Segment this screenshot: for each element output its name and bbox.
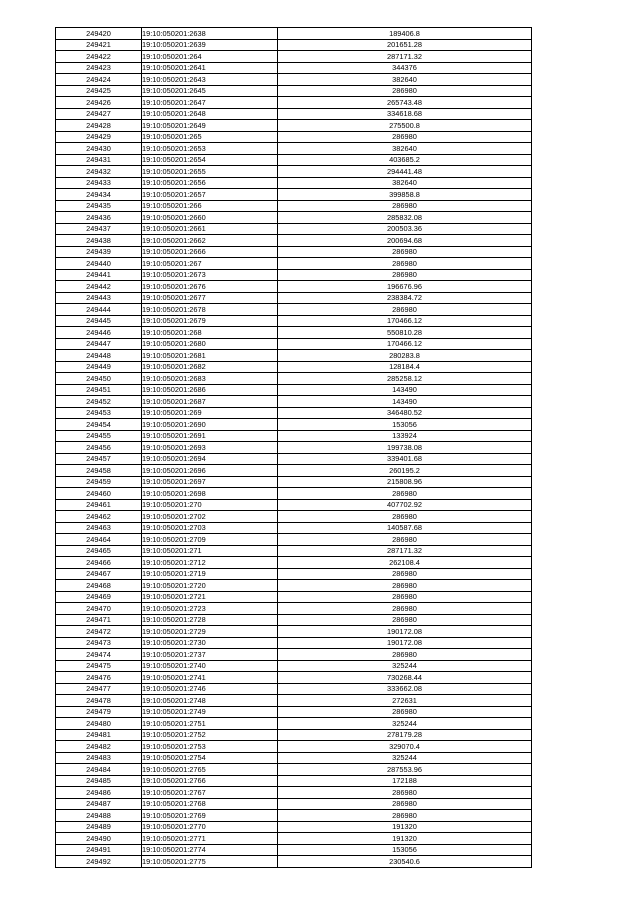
table-row [56, 350, 532, 362]
cadastral-number-cell: 19:10:050201:2737 [142, 649, 278, 661]
cadastral-number-cell: 19:10:050201:2703 [142, 522, 278, 534]
cadastral-number-cell: 19:10:050201:2767 [142, 787, 278, 799]
value-cell: 153056 [278, 844, 532, 856]
table-row [56, 28, 532, 40]
table-row [56, 281, 532, 293]
table-row [56, 131, 532, 143]
value-cell: 325244 [278, 752, 532, 764]
table-row [56, 718, 532, 730]
cadastral-number-cell: 19:10:050201:2721 [142, 591, 278, 603]
cadastral-number-cell: 19:10:050201:2678 [142, 304, 278, 316]
value-cell: 286980 [278, 591, 532, 603]
table-row [56, 695, 532, 707]
value-cell: 382640 [278, 74, 532, 86]
cadastral-number-cell: 19:10:050201:2653 [142, 143, 278, 155]
cadastral-number-cell: 19:10:050201:2766 [142, 775, 278, 787]
row-number-cell: 249433 [56, 177, 142, 189]
table-row [56, 108, 532, 120]
row-number-cell: 249445 [56, 315, 142, 327]
table-row [56, 534, 532, 546]
row-number-cell: 249461 [56, 499, 142, 511]
cadastral-number-cell: 19:10:050201:2686 [142, 384, 278, 396]
table-row [56, 200, 532, 212]
cadastral-number-cell: 19:10:050201:2698 [142, 488, 278, 500]
value-cell: 265743.48 [278, 97, 532, 109]
value-cell: 201651.28 [278, 39, 532, 51]
value-cell: 344376 [278, 62, 532, 74]
row-number-cell: 249465 [56, 545, 142, 557]
row-number-cell: 249441 [56, 269, 142, 281]
row-number-cell: 249487 [56, 798, 142, 810]
row-number-cell: 249435 [56, 200, 142, 212]
table-row [56, 591, 532, 603]
row-number-cell: 249422 [56, 51, 142, 63]
table-row [56, 39, 532, 51]
table-row [56, 775, 532, 787]
row-number-cell: 249442 [56, 281, 142, 293]
value-cell: 200694.68 [278, 235, 532, 247]
row-number-cell: 249423 [56, 62, 142, 74]
cadastral-number-cell: 19:10:050201:2741 [142, 672, 278, 684]
row-number-cell: 249477 [56, 683, 142, 695]
value-cell: 286980 [278, 304, 532, 316]
table-row [56, 844, 532, 856]
value-cell: 730268.44 [278, 672, 532, 684]
value-cell: 143490 [278, 384, 532, 396]
table-row [56, 120, 532, 132]
value-cell: 399858.8 [278, 189, 532, 201]
value-cell: 190172.08 [278, 626, 532, 638]
cadastral-number-cell: 19:10:050201:2696 [142, 465, 278, 477]
cadastral-number-cell: 19:10:050201:264 [142, 51, 278, 63]
row-number-cell: 249457 [56, 453, 142, 465]
value-cell: 286980 [278, 534, 532, 546]
table-row [56, 51, 532, 63]
table-row [56, 85, 532, 97]
value-cell: 172188 [278, 775, 532, 787]
row-number-cell: 249473 [56, 637, 142, 649]
value-cell: 286980 [278, 85, 532, 97]
table-row [56, 407, 532, 419]
cadastral-number-cell: 19:10:050201:2681 [142, 350, 278, 362]
row-number-cell: 249492 [56, 856, 142, 868]
row-number-cell: 249463 [56, 522, 142, 534]
table-row [56, 74, 532, 86]
row-number-cell: 249491 [56, 844, 142, 856]
value-cell: 286980 [278, 580, 532, 592]
cadastral-value-table [55, 27, 532, 868]
value-cell: 190172.08 [278, 637, 532, 649]
row-number-cell: 249475 [56, 660, 142, 672]
table-row [56, 430, 532, 442]
row-number-cell: 249486 [56, 787, 142, 799]
value-cell: 189406.8 [278, 28, 532, 40]
row-number-cell: 249459 [56, 476, 142, 488]
cadastral-number-cell: 19:10:050201:2683 [142, 373, 278, 385]
value-cell: 280283.8 [278, 350, 532, 362]
row-number-cell: 249431 [56, 154, 142, 166]
row-number-cell: 249428 [56, 120, 142, 132]
table-row [56, 476, 532, 488]
cadastral-number-cell: 19:10:050201:2662 [142, 235, 278, 247]
value-cell: 260195.2 [278, 465, 532, 477]
table-row [56, 442, 532, 454]
cadastral-number-cell: 19:10:050201:271 [142, 545, 278, 557]
cadastral-number-cell: 19:10:050201:2694 [142, 453, 278, 465]
value-cell: 286980 [278, 787, 532, 799]
value-cell: 278179.28 [278, 729, 532, 741]
table-row [56, 764, 532, 776]
value-cell: 382640 [278, 143, 532, 155]
row-number-cell: 249480 [56, 718, 142, 730]
table-row [56, 568, 532, 580]
row-number-cell: 249446 [56, 327, 142, 339]
cadastral-number-cell: 19:10:050201:2720 [142, 580, 278, 592]
cadastral-number-cell: 19:10:050201:2656 [142, 177, 278, 189]
cadastral-number-cell: 19:10:050201:2643 [142, 74, 278, 86]
row-number-cell: 249440 [56, 258, 142, 270]
value-cell: 286980 [278, 568, 532, 580]
value-cell: 200503.36 [278, 223, 532, 235]
value-cell: 140587.68 [278, 522, 532, 534]
value-cell: 286980 [278, 603, 532, 615]
row-number-cell: 249429 [56, 131, 142, 143]
table-row [56, 154, 532, 166]
table-row [56, 212, 532, 224]
table-row [56, 660, 532, 672]
table-row [56, 315, 532, 327]
value-cell: 199738.08 [278, 442, 532, 454]
table-row [56, 626, 532, 638]
value-cell: 329070.4 [278, 741, 532, 753]
value-cell: 170466.12 [278, 338, 532, 350]
row-number-cell: 249451 [56, 384, 142, 396]
table-row [56, 499, 532, 511]
row-number-cell: 249485 [56, 775, 142, 787]
table-row [56, 292, 532, 304]
table-row [56, 384, 532, 396]
cadastral-number-cell: 19:10:050201:265 [142, 131, 278, 143]
cadastral-number-cell: 19:10:050201:2770 [142, 821, 278, 833]
table-row [56, 453, 532, 465]
table-row [56, 361, 532, 373]
cadastral-number-cell: 19:10:050201:2771 [142, 833, 278, 845]
row-number-cell: 249479 [56, 706, 142, 718]
cadastral-number-cell: 19:10:050201:2775 [142, 856, 278, 868]
table-row [56, 810, 532, 822]
row-number-cell: 249437 [56, 223, 142, 235]
row-number-cell: 249471 [56, 614, 142, 626]
value-cell: 170466.12 [278, 315, 532, 327]
value-cell: 325244 [278, 718, 532, 730]
row-number-cell: 249436 [56, 212, 142, 224]
table-row [56, 706, 532, 718]
cadastral-number-cell: 19:10:050201:2660 [142, 212, 278, 224]
value-cell: 215808.96 [278, 476, 532, 488]
row-number-cell: 249426 [56, 97, 142, 109]
table-body [56, 28, 532, 868]
value-cell: 339401.68 [278, 453, 532, 465]
table-row [56, 637, 532, 649]
cadastral-number-cell: 19:10:050201:270 [142, 499, 278, 511]
row-number-cell: 249464 [56, 534, 142, 546]
cadastral-number-cell: 19:10:050201:2679 [142, 315, 278, 327]
cadastral-number-cell: 19:10:050201:2638 [142, 28, 278, 40]
table-row [56, 62, 532, 74]
table-row [56, 557, 532, 569]
cadastral-number-cell: 19:10:050201:269 [142, 407, 278, 419]
cadastral-number-cell: 19:10:050201:2648 [142, 108, 278, 120]
table-row [56, 741, 532, 753]
table-row [56, 614, 532, 626]
table-row [56, 488, 532, 500]
value-cell: 382640 [278, 177, 532, 189]
cadastral-number-cell: 19:10:050201:2691 [142, 430, 278, 442]
row-number-cell: 249420 [56, 28, 142, 40]
cadastral-number-cell: 19:10:050201:2709 [142, 534, 278, 546]
row-number-cell: 249443 [56, 292, 142, 304]
row-number-cell: 249466 [56, 557, 142, 569]
table-row [56, 269, 532, 281]
cadastral-number-cell: 19:10:050201:267 [142, 258, 278, 270]
value-cell: 286980 [278, 269, 532, 281]
row-number-cell: 249478 [56, 695, 142, 707]
table-row [56, 235, 532, 247]
row-number-cell: 249458 [56, 465, 142, 477]
value-cell: 286980 [278, 614, 532, 626]
cadastral-number-cell: 19:10:050201:2657 [142, 189, 278, 201]
value-cell: 287171.32 [278, 545, 532, 557]
cadastral-number-cell: 19:10:050201:2769 [142, 810, 278, 822]
table-row [56, 787, 532, 799]
cadastral-number-cell: 19:10:050201:2730 [142, 637, 278, 649]
row-number-cell: 249489 [56, 821, 142, 833]
cadastral-number-cell: 19:10:050201:2676 [142, 281, 278, 293]
row-number-cell: 249476 [56, 672, 142, 684]
cadastral-number-cell: 19:10:050201:266 [142, 200, 278, 212]
value-cell: 346480.52 [278, 407, 532, 419]
table-row [56, 189, 532, 201]
table-row [56, 396, 532, 408]
row-number-cell: 249472 [56, 626, 142, 638]
value-cell: 286980 [278, 200, 532, 212]
value-cell: 287171.32 [278, 51, 532, 63]
table-row [56, 223, 532, 235]
cadastral-number-cell: 19:10:050201:268 [142, 327, 278, 339]
table-row [56, 798, 532, 810]
row-number-cell: 249483 [56, 752, 142, 764]
table-row [56, 649, 532, 661]
row-number-cell: 249439 [56, 246, 142, 258]
value-cell: 286980 [278, 246, 532, 258]
table-row [56, 258, 532, 270]
cadastral-number-cell: 19:10:050201:2661 [142, 223, 278, 235]
table-row [56, 143, 532, 155]
row-number-cell: 249448 [56, 350, 142, 362]
row-number-cell: 249444 [56, 304, 142, 316]
row-number-cell: 249474 [56, 649, 142, 661]
cadastral-number-cell: 19:10:050201:2748 [142, 695, 278, 707]
value-cell: 286980 [278, 798, 532, 810]
cadastral-number-cell: 19:10:050201:2641 [142, 62, 278, 74]
cadastral-number-cell: 19:10:050201:2751 [142, 718, 278, 730]
row-number-cell: 249438 [56, 235, 142, 247]
table-row [56, 545, 532, 557]
table-row [56, 672, 532, 684]
table-row [56, 522, 532, 534]
value-cell: 230540.6 [278, 856, 532, 868]
cadastral-number-cell: 19:10:050201:2712 [142, 557, 278, 569]
value-cell: 334618.68 [278, 108, 532, 120]
row-number-cell: 249432 [56, 166, 142, 178]
cadastral-number-cell: 19:10:050201:2647 [142, 97, 278, 109]
row-number-cell: 249421 [56, 39, 142, 51]
value-cell: 325244 [278, 660, 532, 672]
table-row [56, 246, 532, 258]
row-number-cell: 249447 [56, 338, 142, 350]
row-number-cell: 249484 [56, 764, 142, 776]
table-row [56, 177, 532, 189]
cadastral-number-cell: 19:10:050201:2673 [142, 269, 278, 281]
row-number-cell: 249455 [56, 430, 142, 442]
value-cell: 191320 [278, 821, 532, 833]
row-number-cell: 249481 [56, 729, 142, 741]
value-cell: 286980 [278, 810, 532, 822]
value-cell: 286980 [278, 649, 532, 661]
value-cell: 272631 [278, 695, 532, 707]
cadastral-number-cell: 19:10:050201:2654 [142, 154, 278, 166]
cadastral-number-cell: 19:10:050201:2774 [142, 844, 278, 856]
cadastral-number-cell: 19:10:050201:2746 [142, 683, 278, 695]
cadastral-number-cell: 19:10:050201:2729 [142, 626, 278, 638]
cadastral-number-cell: 19:10:050201:2680 [142, 338, 278, 350]
value-cell: 191320 [278, 833, 532, 845]
cadastral-number-cell: 19:10:050201:2740 [142, 660, 278, 672]
cadastral-number-cell: 19:10:050201:2723 [142, 603, 278, 615]
value-cell: 143490 [278, 396, 532, 408]
value-cell: 286980 [278, 258, 532, 270]
cadastral-number-cell: 19:10:050201:2639 [142, 39, 278, 51]
table-row [56, 166, 532, 178]
value-cell: 128184.4 [278, 361, 532, 373]
row-number-cell: 249468 [56, 580, 142, 592]
value-cell: 196676.96 [278, 281, 532, 293]
cadastral-number-cell: 19:10:050201:2690 [142, 419, 278, 431]
value-cell: 333662.08 [278, 683, 532, 695]
value-cell: 285258.12 [278, 373, 532, 385]
row-number-cell: 249454 [56, 419, 142, 431]
cadastral-number-cell: 19:10:050201:2702 [142, 511, 278, 523]
cadastral-number-cell: 19:10:050201:2765 [142, 764, 278, 776]
table-row [56, 683, 532, 695]
row-number-cell: 249460 [56, 488, 142, 500]
cadastral-number-cell: 19:10:050201:2693 [142, 442, 278, 454]
row-number-cell: 249469 [56, 591, 142, 603]
table-row [56, 304, 532, 316]
row-number-cell: 249482 [56, 741, 142, 753]
table-row [56, 327, 532, 339]
cadastral-number-cell: 19:10:050201:2754 [142, 752, 278, 764]
cadastral-number-cell: 19:10:050201:2682 [142, 361, 278, 373]
value-cell: 262108.4 [278, 557, 532, 569]
table-row [56, 603, 532, 615]
value-cell: 285832.08 [278, 212, 532, 224]
row-number-cell: 249424 [56, 74, 142, 86]
row-number-cell: 249490 [56, 833, 142, 845]
row-number-cell: 249488 [56, 810, 142, 822]
cadastral-number-cell: 19:10:050201:2753 [142, 741, 278, 753]
row-number-cell: 249467 [56, 568, 142, 580]
row-number-cell: 249452 [56, 396, 142, 408]
cadastral-number-cell: 19:10:050201:2719 [142, 568, 278, 580]
row-number-cell: 249456 [56, 442, 142, 454]
row-number-cell: 249462 [56, 511, 142, 523]
table-row [56, 580, 532, 592]
row-number-cell: 249470 [56, 603, 142, 615]
cadastral-number-cell: 19:10:050201:2655 [142, 166, 278, 178]
cadastral-number-cell: 19:10:050201:2649 [142, 120, 278, 132]
row-number-cell: 249453 [56, 407, 142, 419]
value-cell: 287553.96 [278, 764, 532, 776]
row-number-cell: 249425 [56, 85, 142, 97]
table-row [56, 338, 532, 350]
cadastral-number-cell: 19:10:050201:2645 [142, 85, 278, 97]
table-row [56, 419, 532, 431]
cadastral-number-cell: 19:10:050201:2677 [142, 292, 278, 304]
table-row [56, 856, 532, 868]
cadastral-number-cell: 19:10:050201:2687 [142, 396, 278, 408]
row-number-cell: 249427 [56, 108, 142, 120]
value-cell: 407702.92 [278, 499, 532, 511]
value-cell: 238384.72 [278, 292, 532, 304]
table-row [56, 97, 532, 109]
value-cell: 275500.8 [278, 120, 532, 132]
cadastral-number-cell: 19:10:050201:2728 [142, 614, 278, 626]
cadastral-number-cell: 19:10:050201:2697 [142, 476, 278, 488]
row-number-cell: 249430 [56, 143, 142, 155]
value-cell: 403685.2 [278, 154, 532, 166]
row-number-cell: 249449 [56, 361, 142, 373]
table-row [56, 833, 532, 845]
row-number-cell: 249434 [56, 189, 142, 201]
table-row [56, 821, 532, 833]
cadastral-number-cell: 19:10:050201:2752 [142, 729, 278, 741]
value-cell: 153056 [278, 419, 532, 431]
table-row [56, 752, 532, 764]
table-row [56, 373, 532, 385]
value-cell: 286980 [278, 706, 532, 718]
table-row [56, 465, 532, 477]
cadastral-number-cell: 19:10:050201:2768 [142, 798, 278, 810]
cadastral-number-cell: 19:10:050201:2666 [142, 246, 278, 258]
value-cell: 286980 [278, 488, 532, 500]
row-number-cell: 249450 [56, 373, 142, 385]
value-cell: 286980 [278, 131, 532, 143]
cadastral-number-cell: 19:10:050201:2749 [142, 706, 278, 718]
table-row [56, 729, 532, 741]
value-cell: 286980 [278, 511, 532, 523]
value-cell: 133924 [278, 430, 532, 442]
value-cell: 550810.28 [278, 327, 532, 339]
value-cell: 294441.48 [278, 166, 532, 178]
table-row [56, 511, 532, 523]
